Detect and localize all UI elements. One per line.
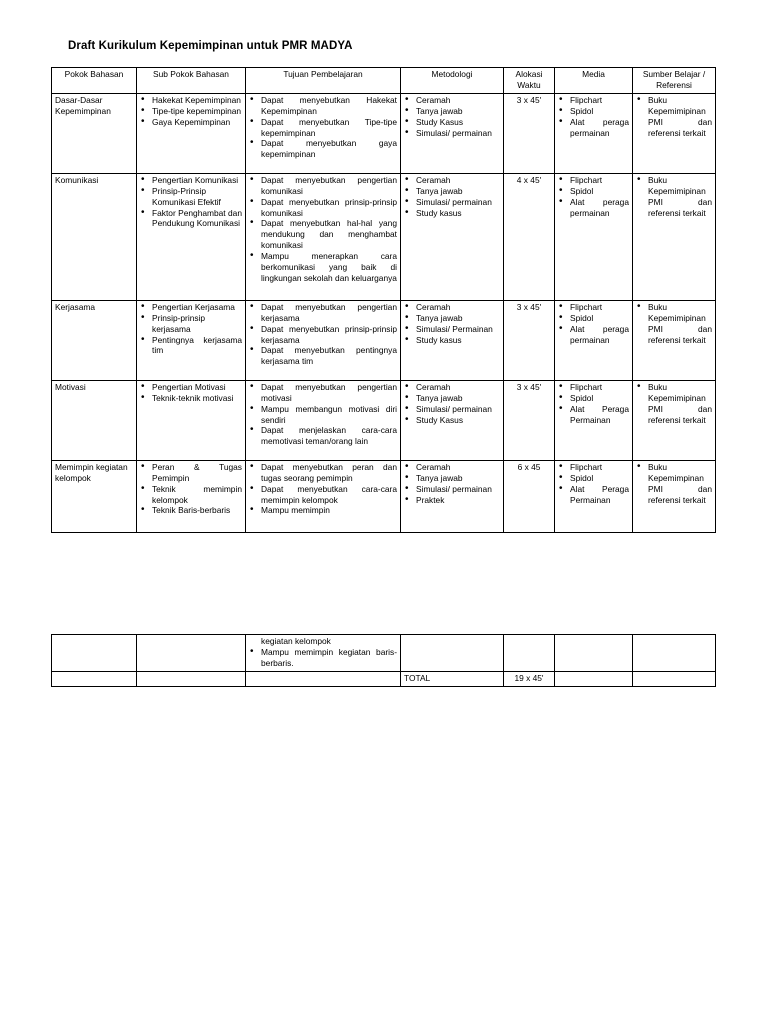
list-item: • Spidol	[558, 313, 629, 324]
cell-metodologi	[401, 300, 504, 380]
cell-empty	[504, 635, 555, 672]
list-item: • Dapat menyebutkan pengertian kerjasama	[249, 302, 397, 324]
cell-tujuan-pembelajaran	[246, 460, 401, 532]
list-item: • Mampu membangun motivasi diri sendiri	[249, 404, 397, 426]
list-item: • Ceramah	[404, 95, 500, 106]
table-row	[52, 380, 716, 460]
list-item: • Dapat menyebutkan prinsip-prinsip kerjasama	[249, 324, 397, 346]
list-item: • Teknik-teknik motivasi	[140, 393, 242, 404]
list-item: • Alat peraga permainan	[558, 197, 629, 219]
table-row	[52, 173, 716, 300]
list-item: • Buku Kepemimipinan PMI dan referensi terkait	[636, 175, 712, 219]
cell-tujuan-pembelajaran	[246, 93, 401, 173]
list-item: • Simulasi/ Permainan	[404, 324, 500, 335]
cell-pokok-bahasan: Komunikasi	[52, 173, 137, 300]
list-item: • Peran & Tugas Pemimpin	[140, 462, 242, 484]
cell-empty	[246, 671, 401, 686]
cell-sumber-belajar	[633, 460, 716, 532]
cell-empty	[52, 671, 137, 686]
list-item: • Spidol	[558, 106, 629, 117]
cell-media	[555, 380, 633, 460]
list-item: • Dapat menyebutkan gaya kepemimpinan	[249, 138, 397, 160]
cell-empty	[401, 635, 504, 672]
table-row	[52, 460, 716, 532]
list-item: • Spidol	[558, 473, 629, 484]
list-item: • Buku Kepemimipinan PMI dan referensi terkait	[636, 302, 712, 346]
curriculum-table	[51, 67, 716, 533]
list-item: • Pengertian Komunikasi	[140, 175, 242, 186]
list-item: • Prinsip-prinsip kerjasama	[140, 313, 242, 335]
list-item: • Dapat menyebutkan Tipe-tipe kepemimpinan	[249, 117, 397, 139]
cell-sub-pokok-bahasan	[137, 460, 246, 532]
cell-media	[555, 300, 633, 380]
list-item: • Ceramah	[404, 302, 500, 313]
list-item: • Tanya jawab	[404, 473, 500, 484]
curriculum-table-continued	[51, 634, 716, 687]
list-item: • Tanya jawab	[404, 106, 500, 117]
cell-empty	[52, 635, 137, 672]
list-item: • Flipchart	[558, 462, 629, 473]
list-item: • Ceramah	[404, 175, 500, 186]
continued-row	[52, 635, 716, 672]
cell-empty	[555, 635, 633, 672]
list-item: • Study Kasus	[404, 117, 500, 128]
cell-tujuan-pembelajaran	[246, 300, 401, 380]
header-sub-pokok-bahasan: Sub Pokok Bahasan	[137, 68, 246, 94]
total-label: TOTAL	[401, 671, 504, 686]
list-item: • Ceramah	[404, 382, 500, 393]
cell-empty	[633, 671, 716, 686]
cell-alokasi-waktu: 3 x 45'	[504, 93, 555, 173]
header-media: Media	[555, 68, 633, 94]
cell-metodologi	[401, 380, 504, 460]
header-sumber-belajar: Sumber Belajar / Referensi	[633, 68, 716, 94]
cell-sub-pokok-bahasan	[137, 173, 246, 300]
cell-metodologi	[401, 460, 504, 532]
header-row	[52, 68, 716, 94]
list-item: • Dapat menyebutkan pengertian komunikasi	[249, 175, 397, 197]
cell-sub-pokok-bahasan	[137, 380, 246, 460]
list-item: • Buku Kepemimpinan PMI dan referensi terkait	[636, 462, 712, 506]
cell-empty	[555, 671, 633, 686]
list-item: • Spidol	[558, 393, 629, 404]
list-item: • Ceramah	[404, 462, 500, 473]
list-item: • Study kasus	[404, 208, 500, 219]
table-row	[52, 93, 716, 173]
list-item: • Dapat menyebutkan cara-cara memimpin kelompok	[249, 484, 397, 506]
list-item: • Dapat menyebutkan pentingnya kerjasama tim	[249, 345, 397, 367]
list-item: • Simulasi/ permainan	[404, 404, 500, 415]
list-item: • Buku Kepemimipinan PMI dan referensi terkait	[636, 95, 712, 139]
list-item: • Buku Kepemimipinan PMI dan referensi terkait	[636, 382, 712, 426]
list-item: • Hakekat Kepemimpinan	[140, 95, 242, 106]
list-item: • Alat Peraga Permainan	[558, 404, 629, 426]
cell-pokok-bahasan: Memimpin kegiatan kelompok	[52, 460, 137, 532]
list-item: • Flipchart	[558, 175, 629, 186]
cell-tujuan-pembelajaran	[246, 173, 401, 300]
cell-media	[555, 93, 633, 173]
cell-tujuan-continued	[246, 635, 401, 672]
cell-media	[555, 460, 633, 532]
list-item: • Flipchart	[558, 95, 629, 106]
header-tujuan-pembelajaran: Tujuan Pembelajaran	[246, 68, 401, 94]
header-metodologi: Metodologi	[401, 68, 504, 94]
list-item: • Dapat menyebutkan hal-hal yang mendukung dan menghambat komunikasi	[249, 218, 397, 251]
list-item: • Simulasi/ permainan	[404, 484, 500, 495]
cell-alokasi-waktu: 6 x 45	[504, 460, 555, 532]
cell-media	[555, 173, 633, 300]
list-item: • Teknik Baris-berbaris	[140, 505, 242, 516]
document-title: Draft Kurikulum Kepemimpinan untuk PMR MADYA	[68, 40, 353, 52]
cell-sub-pokok-bahasan	[137, 93, 246, 173]
list-item: • Dapat menyebutkan Hakekat Kepemimpinan	[249, 95, 397, 117]
list-item: • Gaya Kepemimpinan	[140, 117, 242, 128]
total-row	[52, 671, 716, 686]
list-item: • Teknik memimpin kelompok	[140, 484, 242, 506]
list-item: • Dapat menyebutkan prinsip-prinsip komunikasi	[249, 197, 397, 219]
list-item: • Mampu memimpin kegiatan baris-berbaris.	[249, 647, 397, 669]
list-item: • Alat peraga permainan	[558, 117, 629, 139]
cell-pokok-bahasan: Dasar-Dasar Kepemimpinan	[52, 93, 137, 173]
list-item: • Pengertian Kerjasama	[140, 302, 242, 313]
cell-pokok-bahasan: Motivasi	[52, 380, 137, 460]
list-item: • Tanya jawab	[404, 393, 500, 404]
list-item: • Study kasus	[404, 335, 500, 346]
tujuan-continued-text: kegiatan kelompok	[261, 636, 331, 646]
cell-sumber-belajar	[633, 173, 716, 300]
list-item: • Prinsip-Prinsip Komunikasi Efektif	[140, 186, 242, 208]
list-item: • Alat Peraga Permainan	[558, 484, 629, 506]
cell-pokok-bahasan: Kerjasama	[52, 300, 137, 380]
list-item: • Dapat menjelaskan cara-cara memotivasi teman/orang lain	[249, 425, 397, 447]
cell-empty	[137, 635, 246, 672]
list-item: • Dapat menyebutkan peran dan tugas seorang pemimpin	[249, 462, 397, 484]
list-item: • Praktek	[404, 495, 500, 506]
list-item: • Pentingnya kerjasama tim	[140, 335, 242, 357]
header-alokasi-waktu: Alokasi Waktu	[504, 68, 555, 94]
cell-sumber-belajar	[633, 380, 716, 460]
cell-alokasi-waktu: 3 x 45'	[504, 300, 555, 380]
list-item: • Flipchart	[558, 302, 629, 313]
list-item: • Alat peraga permainan	[558, 324, 629, 346]
list-item: • Mampu menerapkan cara berkomunikasi yang baik di lingkungan sekolah dan keluarganya	[249, 251, 397, 284]
list-item: • Flipchart	[558, 382, 629, 393]
header-pokok-bahasan: Pokok Bahasan	[52, 68, 137, 94]
table-row	[52, 300, 716, 380]
cell-alokasi-waktu: 3 x 45'	[504, 380, 555, 460]
cell-sumber-belajar	[633, 93, 716, 173]
cell-tujuan-pembelajaran	[246, 380, 401, 460]
cell-empty	[137, 671, 246, 686]
list-item: • Tanya jawab	[404, 186, 500, 197]
list-item: • Simulasi/ permainan	[404, 197, 500, 208]
list-item: • Spidol	[558, 186, 629, 197]
cell-sumber-belajar	[633, 300, 716, 380]
cell-sub-pokok-bahasan	[137, 300, 246, 380]
list-item: • Simulasi/ permainan	[404, 128, 500, 139]
list-item: • Mampu memimpin	[249, 505, 397, 516]
list-item: • Faktor Penghambat dan Pendukung Komunikasi	[140, 208, 242, 230]
total-value: 19 x 45'	[504, 671, 555, 686]
list-item: • Dapat menyebutkan pengertian motivasi	[249, 382, 397, 404]
cell-metodologi	[401, 93, 504, 173]
list-item: • Study Kasus	[404, 415, 500, 426]
list-item: • Pengertian Motivasi	[140, 382, 242, 393]
cell-metodologi	[401, 173, 504, 300]
cell-empty	[633, 635, 716, 672]
list-item: • Tanya jawab	[404, 313, 500, 324]
cell-alokasi-waktu: 4 x 45'	[504, 173, 555, 300]
list-item: • Tipe-tipe kepemimpinan	[140, 106, 242, 117]
